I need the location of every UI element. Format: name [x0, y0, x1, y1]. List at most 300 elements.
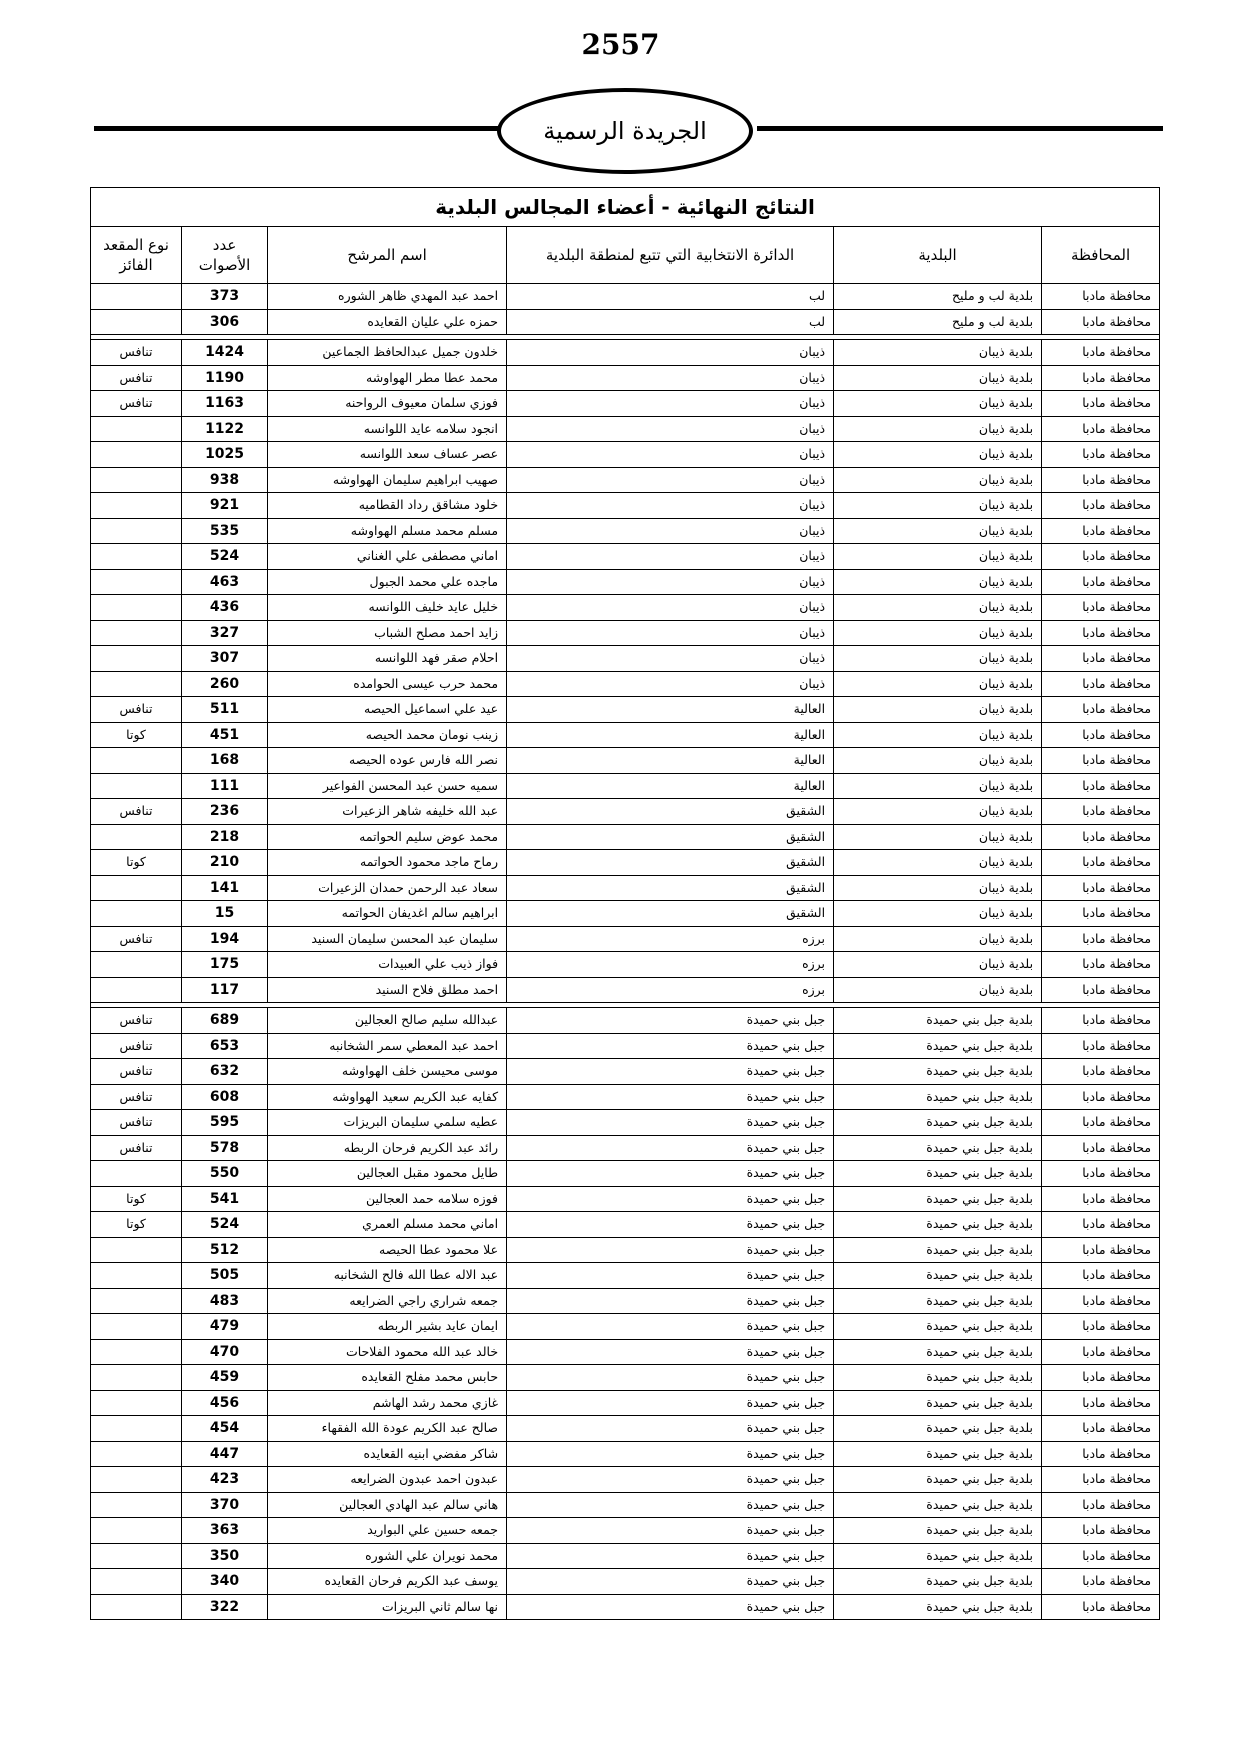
- district-cell: برزه: [507, 952, 834, 978]
- votes-cell: 512: [182, 1237, 268, 1263]
- seat-type-cell: تنافس: [91, 1059, 182, 1085]
- header-governorate: المحافظة: [1042, 227, 1160, 284]
- governorate-cell: محافظة مادبا: [1042, 467, 1160, 493]
- governorate-cell: محافظة مادبا: [1042, 1390, 1160, 1416]
- district-cell: الشقيق: [507, 850, 834, 876]
- candidate-name-cell: فوزي سلمان معيوف الرواحنه: [268, 391, 507, 417]
- district-cell: ذيبان: [507, 620, 834, 646]
- seat-type-cell: [91, 875, 182, 901]
- table-row: [91, 340, 1160, 366]
- municipality-cell: بلدية جبل بني حميدة: [834, 1518, 1042, 1544]
- seat-type-cell: [91, 1365, 182, 1391]
- district-cell: جبل بني حميدة: [507, 1594, 834, 1620]
- header-district: الدائرة الانتخابية التي تتبع لمنطقة البلدية: [507, 227, 834, 284]
- table-row: [91, 1441, 1160, 1467]
- municipality-cell: بلدية جبل بني حميدة: [834, 1492, 1042, 1518]
- candidate-name-cell: احلام صقر فهد اللوانسه: [268, 646, 507, 672]
- votes-cell: 218: [182, 824, 268, 850]
- votes-cell: 524: [182, 1212, 268, 1238]
- district-cell: جبل بني حميدة: [507, 1314, 834, 1340]
- municipality-cell: بلدية ذيبان: [834, 365, 1042, 391]
- votes-cell: 608: [182, 1084, 268, 1110]
- municipality-cell: بلدية ذيبان: [834, 875, 1042, 901]
- candidate-name-cell: موسى محيسن خلف الهواوشه: [268, 1059, 507, 1085]
- table-row: [91, 391, 1160, 417]
- candidate-name-cell: عبد الاله عطا الله فالح الشخانبه: [268, 1263, 507, 1289]
- municipality-cell: بلدية ذيبان: [834, 697, 1042, 723]
- table-row: [91, 1492, 1160, 1518]
- district-cell: ذيبان: [507, 569, 834, 595]
- governorate-cell: محافظة مادبا: [1042, 1288, 1160, 1314]
- candidate-name-cell: طايل محمود مقبل العجالين: [268, 1161, 507, 1187]
- governorate-cell: محافظة مادبا: [1042, 1594, 1160, 1620]
- table-row: [91, 1161, 1160, 1187]
- municipality-cell: بلدية ذيبان: [834, 773, 1042, 799]
- governorate-cell: محافظة مادبا: [1042, 646, 1160, 672]
- votes-cell: 340: [182, 1569, 268, 1595]
- votes-cell: 459: [182, 1365, 268, 1391]
- governorate-cell: محافظة مادبا: [1042, 748, 1160, 774]
- municipality-cell: بلدية ذيبان: [834, 493, 1042, 519]
- candidate-name-cell: ابراهيم سالم اغديفان الحواتمه: [268, 901, 507, 927]
- municipality-cell: بلدية جبل بني حميدة: [834, 1263, 1042, 1289]
- governorate-cell: محافظة مادبا: [1042, 569, 1160, 595]
- municipality-cell: بلدية ذيبان: [834, 340, 1042, 366]
- district-cell: جبل بني حميدة: [507, 1339, 834, 1365]
- municipality-cell: بلدية لب و مليح: [834, 309, 1042, 335]
- table-row: [91, 416, 1160, 442]
- candidate-name-cell: انجود سلامه عايد اللوانسه: [268, 416, 507, 442]
- candidate-name-cell: فواز ذيب علي العبيدات: [268, 952, 507, 978]
- governorate-cell: محافظة مادبا: [1042, 1365, 1160, 1391]
- votes-cell: 1424: [182, 340, 268, 366]
- district-cell: جبل بني حميدة: [507, 1390, 834, 1416]
- municipality-cell: بلدية ذيبان: [834, 391, 1042, 417]
- table-row: [91, 1594, 1160, 1620]
- district-cell: ذيبان: [507, 467, 834, 493]
- candidate-name-cell: اماني محمد مسلم العمري: [268, 1212, 507, 1238]
- candidate-name-cell: رائد عبد الكريم فرحان الربطه: [268, 1135, 507, 1161]
- table-row: [91, 1237, 1160, 1263]
- municipality-cell: بلدية جبل بني حميدة: [834, 1237, 1042, 1263]
- table-row: [91, 595, 1160, 621]
- municipality-cell: بلدية جبل بني حميدة: [834, 1135, 1042, 1161]
- municipality-cell: بلدية جبل بني حميدة: [834, 1390, 1042, 1416]
- seat-type-cell: [91, 646, 182, 672]
- candidate-name-cell: ماجده علي محمد الجبول: [268, 569, 507, 595]
- municipality-cell: بلدية جبل بني حميدة: [834, 1569, 1042, 1595]
- municipality-cell: بلدية جبل بني حميدة: [834, 1186, 1042, 1212]
- governorate-cell: محافظة مادبا: [1042, 875, 1160, 901]
- seat-type-cell: [91, 284, 182, 310]
- table-row: [91, 365, 1160, 391]
- seat-type-cell: تنافس: [91, 1008, 182, 1034]
- table-row: [91, 671, 1160, 697]
- seat-type-cell: تنافس: [91, 365, 182, 391]
- municipality-cell: بلدية ذيبان: [834, 926, 1042, 952]
- municipality-cell: بلدية ذيبان: [834, 646, 1042, 672]
- table-row: [91, 1288, 1160, 1314]
- district-cell: العالية: [507, 697, 834, 723]
- governorate-cell: محافظة مادبا: [1042, 1543, 1160, 1569]
- candidate-name-cell: ايمان عايد بشير الربطه: [268, 1314, 507, 1340]
- candidate-name-cell: صهيب ابراهيم سليمان الهواوشه: [268, 467, 507, 493]
- candidate-name-cell: اماني مصطفى علي الغناني: [268, 544, 507, 570]
- seat-type-cell: [91, 1390, 182, 1416]
- district-cell: الشقيق: [507, 824, 834, 850]
- candidate-name-cell: خلدون جميل عبدالحافظ الجماعين: [268, 340, 507, 366]
- header-votes: عدد الأصوات: [182, 227, 268, 284]
- table-row: [91, 569, 1160, 595]
- seat-type-cell: تنافس: [91, 926, 182, 952]
- municipality-cell: بلدية جبل بني حميدة: [834, 1594, 1042, 1620]
- candidate-name-cell: عبدالله سليم صالح العجالين: [268, 1008, 507, 1034]
- votes-cell: 322: [182, 1594, 268, 1620]
- table-row: [91, 1518, 1160, 1544]
- table-row: [91, 493, 1160, 519]
- district-cell: جبل بني حميدة: [507, 1416, 834, 1442]
- table-row: [91, 1110, 1160, 1136]
- governorate-cell: محافظة مادبا: [1042, 1314, 1160, 1340]
- table-row: [91, 544, 1160, 570]
- district-cell: الشقيق: [507, 799, 834, 825]
- seat-type-cell: كوتا: [91, 850, 182, 876]
- governorate-cell: محافظة مادبا: [1042, 1467, 1160, 1493]
- municipality-cell: بلدية لب و مليح: [834, 284, 1042, 310]
- votes-cell: 1122: [182, 416, 268, 442]
- governorate-cell: محافظة مادبا: [1042, 850, 1160, 876]
- header-seat-type: نوع المقعد الفائز: [91, 227, 182, 284]
- municipality-cell: بلدية ذيبان: [834, 569, 1042, 595]
- district-cell: جبل بني حميدة: [507, 1467, 834, 1493]
- candidate-name-cell: محمد حرب عيسى الحوامده: [268, 671, 507, 697]
- table-row: [91, 1390, 1160, 1416]
- candidate-name-cell: احمد مطلق فلاح السنيد: [268, 977, 507, 1003]
- district-cell: جبل بني حميدة: [507, 1365, 834, 1391]
- seat-type-cell: [91, 1441, 182, 1467]
- table-row: [91, 284, 1160, 310]
- district-cell: جبل بني حميدة: [507, 1518, 834, 1544]
- table-row: [91, 748, 1160, 774]
- governorate-cell: محافظة مادبا: [1042, 901, 1160, 927]
- candidate-name-cell: جمعه حسين علي البواريد: [268, 1518, 507, 1544]
- governorate-cell: محافظة مادبا: [1042, 416, 1160, 442]
- seat-type-cell: كوتا: [91, 1186, 182, 1212]
- table-row: [91, 442, 1160, 468]
- governorate-cell: محافظة مادبا: [1042, 309, 1160, 335]
- votes-cell: 921: [182, 493, 268, 519]
- votes-cell: 689: [182, 1008, 268, 1034]
- votes-cell: 210: [182, 850, 268, 876]
- candidate-name-cell: محمد عطا مطر الهواوشه: [268, 365, 507, 391]
- header-candidate: اسم المرشح: [268, 227, 507, 284]
- seat-type-cell: تنافس: [91, 697, 182, 723]
- governorate-cell: محافظة مادبا: [1042, 365, 1160, 391]
- seat-type-cell: [91, 901, 182, 927]
- seat-type-cell: [91, 1467, 182, 1493]
- votes-cell: 541: [182, 1186, 268, 1212]
- seat-type-cell: كوتا: [91, 1212, 182, 1238]
- votes-cell: 479: [182, 1314, 268, 1340]
- district-cell: جبل بني حميدة: [507, 1263, 834, 1289]
- district-cell: جبل بني حميدة: [507, 1288, 834, 1314]
- votes-cell: 436: [182, 595, 268, 621]
- municipality-cell: بلدية ذيبان: [834, 467, 1042, 493]
- table-row: [91, 620, 1160, 646]
- seat-type-cell: [91, 773, 182, 799]
- table-row: [91, 1543, 1160, 1569]
- municipality-cell: بلدية ذيبان: [834, 544, 1042, 570]
- municipality-cell: بلدية جبل بني حميدة: [834, 1288, 1042, 1314]
- candidate-name-cell: نصر الله فارس عوده الحيصه: [268, 748, 507, 774]
- votes-cell: 117: [182, 977, 268, 1003]
- municipality-cell: بلدية ذيبان: [834, 748, 1042, 774]
- municipality-cell: بلدية جبل بني حميدة: [834, 1365, 1042, 1391]
- votes-cell: 370: [182, 1492, 268, 1518]
- district-cell: برزه: [507, 977, 834, 1003]
- district-cell: ذيبان: [507, 595, 834, 621]
- governorate-cell: محافظة مادبا: [1042, 1263, 1160, 1289]
- votes-cell: 1025: [182, 442, 268, 468]
- seat-type-cell: [91, 1161, 182, 1187]
- governorate-cell: محافظة مادبا: [1042, 1237, 1160, 1263]
- municipality-cell: بلدية جبل بني حميدة: [834, 1543, 1042, 1569]
- district-cell: جبل بني حميدة: [507, 1569, 834, 1595]
- governorate-cell: محافظة مادبا: [1042, 1569, 1160, 1595]
- table-row: [91, 646, 1160, 672]
- table-row: [91, 875, 1160, 901]
- results-table: [90, 187, 1160, 1620]
- candidate-name-cell: فوزه سلامه حمد العجالين: [268, 1186, 507, 1212]
- municipality-cell: بلدية جبل بني حميدة: [834, 1339, 1042, 1365]
- votes-cell: 363: [182, 1518, 268, 1544]
- district-cell: جبل بني حميدة: [507, 1492, 834, 1518]
- candidate-name-cell: سميه حسن عبد المحسن الفواعير: [268, 773, 507, 799]
- table-row: [91, 1084, 1160, 1110]
- seat-type-cell: تنافس: [91, 1110, 182, 1136]
- governorate-cell: محافظة مادبا: [1042, 1518, 1160, 1544]
- table-row: [91, 1008, 1160, 1034]
- governorate-cell: محافظة مادبا: [1042, 722, 1160, 748]
- gazette-title-oval: [497, 88, 753, 174]
- seat-type-cell: تنافس: [91, 799, 182, 825]
- district-cell: جبل بني حميدة: [507, 1008, 834, 1034]
- municipality-cell: بلدية جبل بني حميدة: [834, 1084, 1042, 1110]
- candidate-name-cell: يوسف عبد الكريم فرحان القعايده: [268, 1569, 507, 1595]
- governorate-cell: محافظة مادبا: [1042, 697, 1160, 723]
- municipality-cell: بلدية جبل بني حميدة: [834, 1059, 1042, 1085]
- header-rule-right: [757, 126, 1163, 131]
- candidate-name-cell: رماح ماجد محمود الحواتمه: [268, 850, 507, 876]
- table-row: [91, 1033, 1160, 1059]
- municipality-cell: بلدية جبل بني حميدة: [834, 1161, 1042, 1187]
- seat-type-cell: [91, 544, 182, 570]
- governorate-cell: محافظة مادبا: [1042, 1059, 1160, 1085]
- district-cell: جبل بني حميدة: [507, 1033, 834, 1059]
- table-row: [91, 1339, 1160, 1365]
- municipality-cell: بلدية ذيبان: [834, 416, 1042, 442]
- governorate-cell: محافظة مادبا: [1042, 977, 1160, 1003]
- candidate-name-cell: زايد احمد مصلح الشباب: [268, 620, 507, 646]
- candidate-name-cell: محمد نويران علي الشوره: [268, 1543, 507, 1569]
- votes-cell: 938: [182, 467, 268, 493]
- district-cell: ذيبان: [507, 416, 834, 442]
- governorate-cell: محافظة مادبا: [1042, 620, 1160, 646]
- votes-cell: 511: [182, 697, 268, 723]
- municipality-cell: بلدية جبل بني حميدة: [834, 1314, 1042, 1340]
- table-title: النتائج النهائية - أعضاء المجالس البلدية: [91, 188, 1160, 227]
- votes-cell: 550: [182, 1161, 268, 1187]
- votes-cell: 463: [182, 569, 268, 595]
- governorate-cell: محافظة مادبا: [1042, 824, 1160, 850]
- votes-cell: 423: [182, 1467, 268, 1493]
- votes-cell: 632: [182, 1059, 268, 1085]
- candidate-name-cell: زينب نومان محمد الحيصه: [268, 722, 507, 748]
- governorate-cell: محافظة مادبا: [1042, 1161, 1160, 1187]
- seat-type-cell: [91, 1594, 182, 1620]
- municipality-cell: بلدية جبل بني حميدة: [834, 1033, 1042, 1059]
- district-cell: العالية: [507, 748, 834, 774]
- district-cell: جبل بني حميدة: [507, 1161, 834, 1187]
- table-row: [91, 467, 1160, 493]
- table-row: [91, 799, 1160, 825]
- seat-type-cell: [91, 748, 182, 774]
- seat-type-cell: [91, 1314, 182, 1340]
- seat-type-cell: [91, 1569, 182, 1595]
- table-row: [91, 926, 1160, 952]
- votes-cell: 236: [182, 799, 268, 825]
- votes-cell: 373: [182, 284, 268, 310]
- candidate-name-cell: حمزه علي عليان القعايده: [268, 309, 507, 335]
- table-row: [91, 1467, 1160, 1493]
- municipality-cell: بلدية ذيبان: [834, 722, 1042, 748]
- page-number: 2557: [581, 28, 660, 61]
- seat-type-cell: [91, 467, 182, 493]
- municipality-cell: بلدية ذيبان: [834, 824, 1042, 850]
- candidate-name-cell: خالد عبد الله محمود الفلاحات: [268, 1339, 507, 1365]
- seat-type-cell: [91, 1237, 182, 1263]
- votes-cell: 456: [182, 1390, 268, 1416]
- district-cell: العالية: [507, 773, 834, 799]
- district-cell: جبل بني حميدة: [507, 1110, 834, 1136]
- district-cell: ذيبان: [507, 671, 834, 697]
- district-cell: جبل بني حميدة: [507, 1212, 834, 1238]
- gazette-title: الجريدة الرسمية: [543, 117, 707, 145]
- candidate-name-cell: هاني سالم عبد الهادي العجالين: [268, 1492, 507, 1518]
- votes-cell: 578: [182, 1135, 268, 1161]
- governorate-cell: محافظة مادبا: [1042, 1492, 1160, 1518]
- candidate-name-cell: احمد عبد المعطي سمر الشخانبه: [268, 1033, 507, 1059]
- candidate-name-cell: سعاد عبد الرحمن حمدان الزعيرات: [268, 875, 507, 901]
- municipality-cell: بلدية ذيبان: [834, 518, 1042, 544]
- governorate-cell: محافظة مادبا: [1042, 442, 1160, 468]
- votes-cell: 1163: [182, 391, 268, 417]
- table-row: [91, 1365, 1160, 1391]
- seat-type-cell: [91, 309, 182, 335]
- governorate-cell: محافظة مادبا: [1042, 391, 1160, 417]
- governorate-cell: محافظة مادبا: [1042, 1186, 1160, 1212]
- governorate-cell: محافظة مادبا: [1042, 1441, 1160, 1467]
- votes-cell: 483: [182, 1288, 268, 1314]
- table-row: [91, 1263, 1160, 1289]
- municipality-cell: بلدية جبل بني حميدة: [834, 1441, 1042, 1467]
- district-cell: ذيبان: [507, 340, 834, 366]
- candidate-name-cell: صالح عبد الكريم عودة الله الفقهاء: [268, 1416, 507, 1442]
- votes-cell: 653: [182, 1033, 268, 1059]
- municipality-cell: بلدية جبل بني حميدة: [834, 1467, 1042, 1493]
- governorate-cell: محافظة مادبا: [1042, 493, 1160, 519]
- table-row: [91, 1135, 1160, 1161]
- seat-type-cell: [91, 952, 182, 978]
- district-cell: جبل بني حميدة: [507, 1135, 834, 1161]
- seat-type-cell: تنافس: [91, 1084, 182, 1110]
- candidate-name-cell: احمد عبد المهدي ظاهر الشوره: [268, 284, 507, 310]
- governorate-cell: محافظة مادبا: [1042, 1212, 1160, 1238]
- candidate-name-cell: عيد علي اسماعيل الحيصه: [268, 697, 507, 723]
- governorate-cell: محافظة مادبا: [1042, 952, 1160, 978]
- votes-cell: 1190: [182, 365, 268, 391]
- municipality-cell: بلدية ذيبان: [834, 952, 1042, 978]
- seat-type-cell: [91, 620, 182, 646]
- seat-type-cell: [91, 1492, 182, 1518]
- seat-type-cell: [91, 1288, 182, 1314]
- governorate-cell: محافظة مادبا: [1042, 1110, 1160, 1136]
- municipality-cell: بلدية جبل بني حميدة: [834, 1212, 1042, 1238]
- votes-cell: 454: [182, 1416, 268, 1442]
- seat-type-cell: [91, 493, 182, 519]
- table-row: [91, 850, 1160, 876]
- governorate-cell: محافظة مادبا: [1042, 671, 1160, 697]
- district-cell: جبل بني حميدة: [507, 1237, 834, 1263]
- candidate-name-cell: علا محمود عطا الحيصه: [268, 1237, 507, 1263]
- votes-cell: 447: [182, 1441, 268, 1467]
- municipality-cell: بلدية جبل بني حميدة: [834, 1008, 1042, 1034]
- table-row: [91, 309, 1160, 335]
- governorate-cell: محافظة مادبا: [1042, 544, 1160, 570]
- candidate-name-cell: غازي محمد رشد الهاشم: [268, 1390, 507, 1416]
- table-row: [91, 977, 1160, 1003]
- candidate-name-cell: خلود مشاقق رداد القطاميه: [268, 493, 507, 519]
- governorate-cell: محافظة مادبا: [1042, 1416, 1160, 1442]
- district-cell: العالية: [507, 722, 834, 748]
- governorate-cell: محافظة مادبا: [1042, 518, 1160, 544]
- table-row: [91, 1569, 1160, 1595]
- governorate-cell: محافظة مادبا: [1042, 595, 1160, 621]
- municipality-cell: بلدية ذيبان: [834, 977, 1042, 1003]
- seat-type-cell: تنافس: [91, 391, 182, 417]
- district-cell: الشقيق: [507, 901, 834, 927]
- governorate-cell: محافظة مادبا: [1042, 1084, 1160, 1110]
- votes-cell: 307: [182, 646, 268, 672]
- district-cell: جبل بني حميدة: [507, 1059, 834, 1085]
- district-cell: لب: [507, 309, 834, 335]
- table-row: [91, 901, 1160, 927]
- candidate-name-cell: عطيه سلمي سليمان البريزات: [268, 1110, 507, 1136]
- governorate-cell: محافظة مادبا: [1042, 340, 1160, 366]
- seat-type-cell: [91, 569, 182, 595]
- table-row: [91, 952, 1160, 978]
- municipality-cell: بلدية جبل بني حميدة: [834, 1110, 1042, 1136]
- votes-cell: 524: [182, 544, 268, 570]
- governorate-cell: محافظة مادبا: [1042, 1135, 1160, 1161]
- governorate-cell: محافظة مادبا: [1042, 926, 1160, 952]
- district-cell: برزه: [507, 926, 834, 952]
- district-cell: ذيبان: [507, 518, 834, 544]
- header-municipality: البلدية: [834, 227, 1042, 284]
- governorate-cell: محافظة مادبا: [1042, 773, 1160, 799]
- table-row: [91, 697, 1160, 723]
- seat-type-cell: [91, 1339, 182, 1365]
